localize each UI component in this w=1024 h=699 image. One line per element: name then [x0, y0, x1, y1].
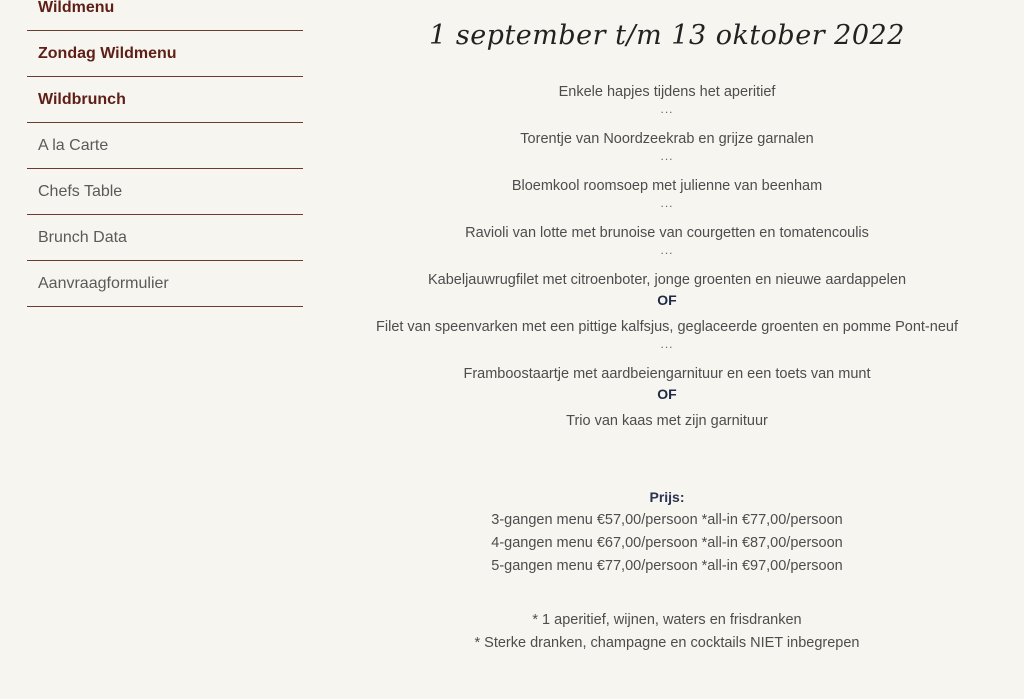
sidebar-item-wildbrunch[interactable]: Wildbrunch	[27, 77, 303, 123]
course-item: Bloemkool roomsoep met julienne van beenham	[511, 178, 823, 194]
course-item: Framboostaartje met aardbeiengarnituur en een toets van munt	[463, 366, 871, 382]
sidebar-nav	[27, 0, 303, 307]
price-line: 3-gangen menu €57,00/persoon *all-in €77,00/persoon	[491, 512, 843, 528]
course-item: Filet van speenvarken met een pittige kalfsjus, geglaceerde groenten en pomme Pont-neuf	[376, 319, 958, 335]
course-separator: ...	[660, 102, 674, 116]
course-item: Enkele hapjes tijdens het aperitief	[558, 84, 776, 100]
price-line: 4-gangen menu €67,00/persoon *all-in €87,00/persoon	[491, 535, 843, 551]
course-separator: ...	[660, 243, 674, 257]
sidebar-item-chefs-table[interactable]: Chefs Table	[27, 169, 303, 215]
or-label: OF	[657, 292, 677, 308]
sidebar-item-brunch-data[interactable]: Brunch Data	[27, 215, 303, 261]
footnote: * 1 aperitief, wijnen, waters en frisdranken	[532, 612, 802, 628]
footnote: * Sterke dranken, champagne en cocktails NIET inbegrepen	[474, 635, 860, 651]
price-line: 5-gangen menu €77,00/persoon *all-in €97,00/persoon	[491, 558, 843, 574]
sidebar-item-zondag-wildmenu[interactable]: Zondag Wildmenu	[27, 31, 303, 77]
course-separator: ...	[660, 196, 674, 210]
sidebar-item-a-la-carte[interactable]: A la Carte	[27, 123, 303, 169]
sidebar-item-wildmenu[interactable]: Wildmenu	[27, 0, 303, 31]
sidebar-item-aanvraagformulier[interactable]: Aanvraagformulier	[27, 261, 303, 307]
course-item: Trio van kaas met zijn garnituur	[566, 413, 768, 429]
course-item: Ravioli van lotte met brunoise van courgetten en tomatencoulis	[465, 225, 869, 241]
price-section	[310, 486, 1024, 578]
or-label: OF	[657, 386, 677, 402]
price-label: Prijs:	[649, 489, 685, 505]
course-item: Kabeljauwrugfilet met citroenboter, jonge groenten en nieuwe aardappelen	[427, 272, 907, 288]
course-item: Torentje van Noordzeekrab en grijze garnalen	[520, 131, 814, 147]
course-list	[310, 82, 1024, 431]
course-separator: ...	[660, 337, 674, 351]
course-separator: ...	[660, 149, 674, 163]
footnotes	[310, 609, 1024, 655]
page-title: 1 september t/m 13 oktober 2022	[429, 20, 905, 51]
